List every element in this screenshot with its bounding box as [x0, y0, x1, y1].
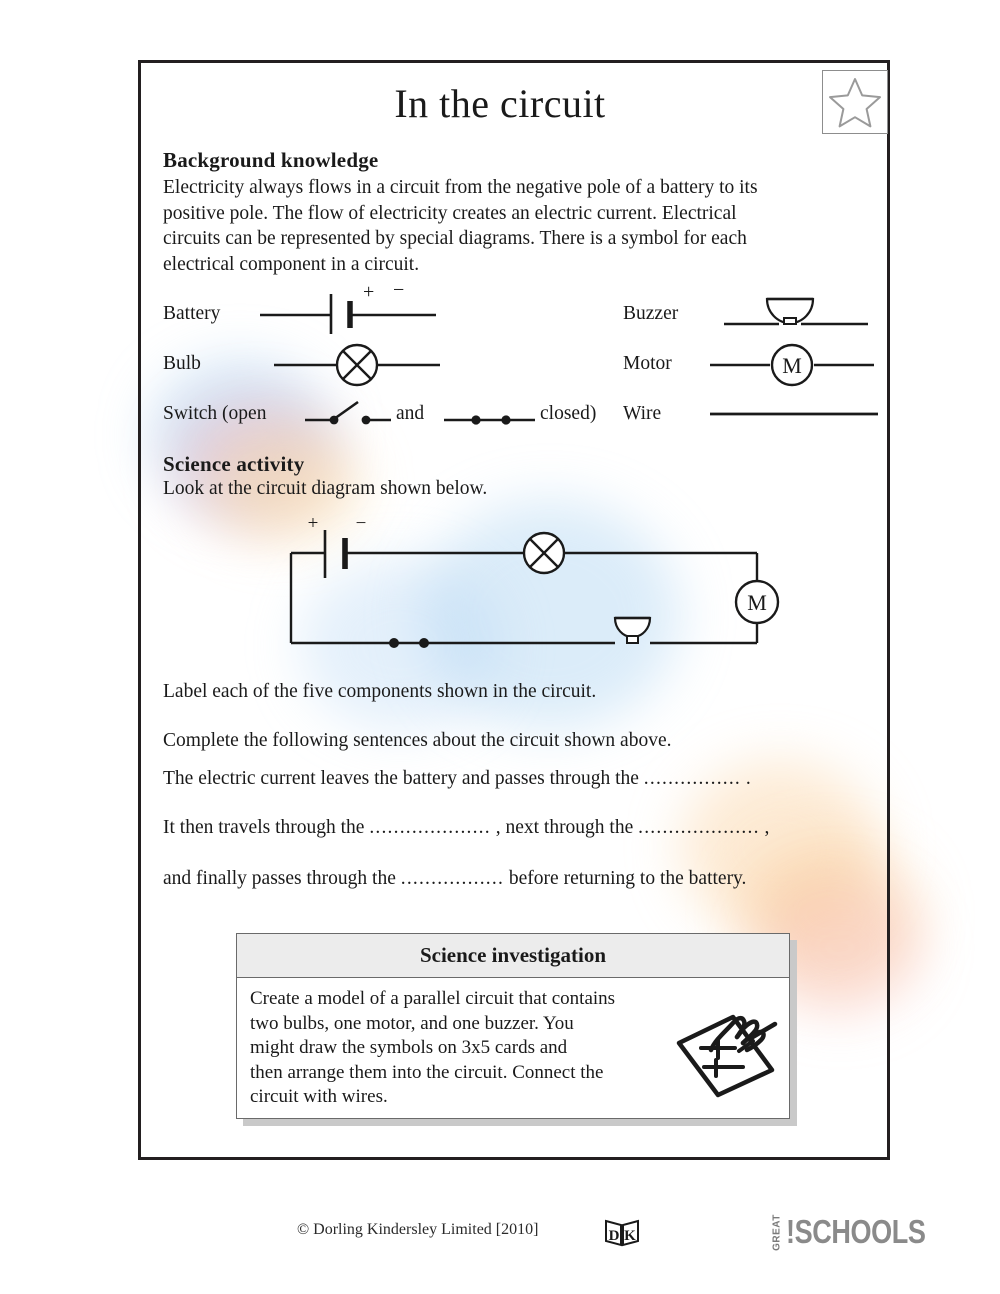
symbol-legend: [160, 279, 880, 426]
background-line: electrical component in a circuit.: [163, 253, 420, 275]
sentence-3-blank[interactable]: .................: [400, 868, 505, 889]
sentence-3-text: and finally passes through the: [163, 868, 396, 889]
battery-symbol: [258, 284, 438, 334]
page-footer: [0, 1215, 1000, 1265]
investigation-line: Create a model of a parallel circuit that contains: [250, 988, 616, 1009]
sentence-1: [163, 768, 751, 790]
sentence-2-middle: , next through the: [495, 817, 634, 838]
bulb-symbol: [272, 342, 442, 388]
sentence-1-end: .: [745, 768, 751, 789]
circuit-battery-plus: +: [307, 513, 319, 534]
buzzer-symbol: [722, 286, 870, 332]
legend-label-battery: Battery: [163, 303, 221, 324]
sentence-1-text: The electric current leaves the battery and passes through the: [163, 768, 639, 789]
circuit-battery-minus: −: [355, 513, 367, 534]
background-line: circuits can be represented by special diagrams. There is a symbol for each: [163, 228, 747, 249]
greatschools-logo: [758, 1213, 956, 1251]
investigation-box: [236, 933, 790, 1119]
legend-label-switch-closed: closed): [540, 403, 597, 424]
investigation-line: circuit with wires.: [250, 1086, 388, 1107]
investigation-line: then arrange them into the circuit. Connect the: [250, 1061, 604, 1083]
investigation-heading: Science investigation: [237, 934, 789, 978]
legend-label-motor: Motor: [623, 353, 672, 374]
legend-label-switch-open: Switch (open: [163, 403, 267, 424]
sentence-3-end: before returning to the battery.: [508, 868, 747, 889]
motor-symbol: [708, 342, 876, 388]
activity-heading: Science activity: [163, 452, 305, 476]
investigation-body: [237, 978, 789, 1110]
circuit-buzzer: [615, 618, 650, 643]
background-paragraph: [163, 175, 853, 277]
investigation-line: might draw the symbols on 3x5 cards and: [250, 1037, 568, 1058]
star-icon: [827, 75, 883, 129]
task-label-components: Label each of the five components shown in the circuit.: [163, 681, 597, 702]
greatschools-schools-text: !SCHOOLS: [786, 1213, 926, 1250]
sentence-2-blank-a[interactable]: ....................: [369, 817, 491, 838]
greatschools-great-text: GREAT: [771, 1213, 783, 1251]
switch-closed-symbol: [442, 396, 537, 430]
activity-subheading: Look at the circuit diagram shown below.: [163, 478, 488, 499]
sentence-1-blank[interactable]: ................: [643, 768, 741, 789]
copyright-text: © Dorling Kindersley Limited [2010]: [297, 1221, 539, 1238]
sentence-2-blank-b[interactable]: ....................: [638, 817, 760, 838]
circuit-motor-letter: M: [747, 590, 767, 615]
legend-label-wire: Wire: [623, 403, 662, 424]
battery-plus-label: +: [363, 281, 375, 303]
background-line: positive pole. The flow of electricity creates an electric current. Electrical: [163, 202, 737, 224]
legend-label-switch-and: and: [396, 403, 425, 424]
battery-minus-label: −: [393, 279, 405, 301]
hand-drawing-icon: [671, 996, 781, 1101]
sentence-2: [163, 817, 769, 839]
star-badge: [822, 70, 888, 134]
circuit-diagram: [270, 512, 790, 672]
page-title: In the circuit: [394, 81, 606, 126]
sentence-2-text: It then travels through the: [163, 817, 365, 838]
background-heading: Background knowledge: [163, 148, 379, 172]
sentence-3: [163, 868, 746, 890]
svg-text:K: K: [624, 1228, 636, 1244]
background-line: Electricity always flows in a circuit from the negative pole of a battery to its: [163, 177, 758, 198]
sentence-2-end: ,: [764, 817, 770, 838]
investigation-line: two bulbs, one motor, and one buzzer. You: [250, 1012, 574, 1034]
legend-label-bulb: Bulb: [163, 353, 201, 374]
circuit-diagram-svg: [270, 512, 790, 667]
motor-letter: M: [782, 353, 802, 378]
switch-open-symbol: [303, 396, 393, 430]
dk-book-logo-icon: [603, 1215, 641, 1249]
wire-symbol: [708, 396, 880, 426]
task-complete-sentences: Complete the following sentences about the circuit shown above.: [163, 730, 672, 751]
legend-label-buzzer: Buzzer: [623, 303, 679, 324]
svg-text:D: D: [608, 1228, 620, 1244]
